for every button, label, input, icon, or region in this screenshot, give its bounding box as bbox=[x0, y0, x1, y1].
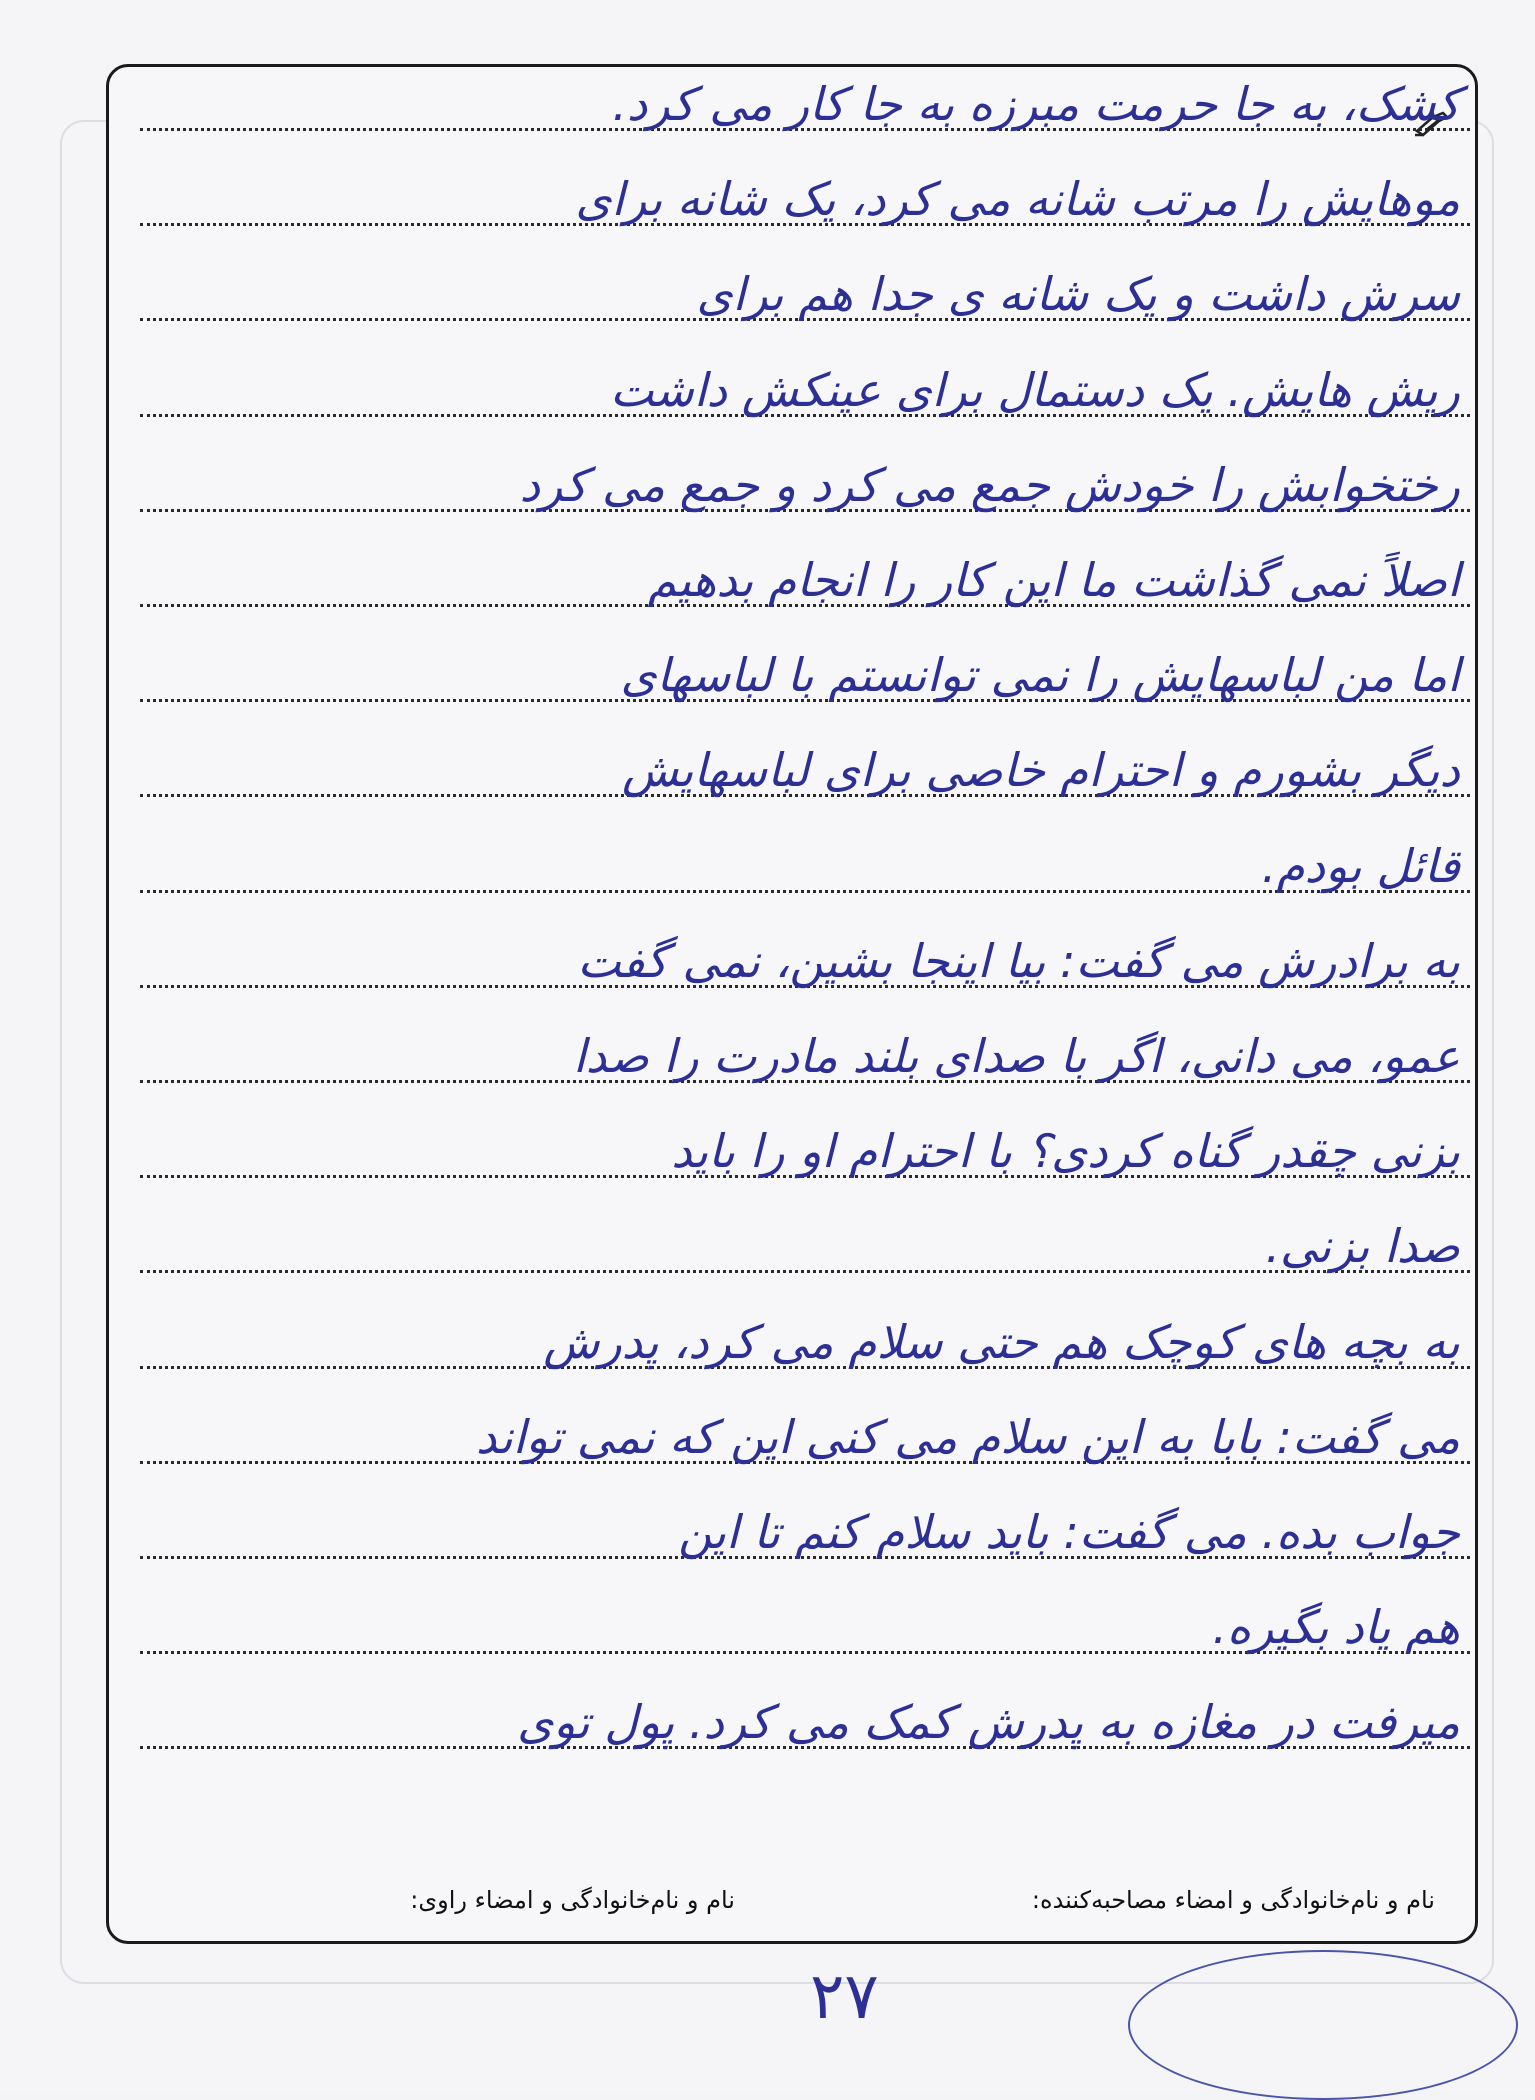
handwritten-line: اما من لباسهایش را نمی توانستم با لباسهای bbox=[620, 648, 1460, 702]
handwritten-line: بزنی چقدر گناه کردی؟ با احترام او را باید bbox=[671, 1124, 1460, 1178]
page-number: ۲۷ bbox=[810, 1960, 879, 2034]
handwritten-line: میرفت در مغازه به پدرش کمک می کرد. پول توی bbox=[517, 1695, 1460, 1749]
handwritten-line: هم یاد بگیره. bbox=[1212, 1600, 1460, 1654]
handwritten-line: ریش هایش. یک دستمال برای عینکش داشت bbox=[610, 363, 1460, 417]
handwritten-line: می گفت: بابا به این سلام می کنی این که نمی تواند bbox=[475, 1410, 1460, 1464]
handwritten-line: جواب بده. می گفت: باید سلام کنم تا این bbox=[678, 1505, 1460, 1559]
handwritten-line: عمو، می دانی، اگر با صدای بلند مادرت را صدا bbox=[572, 1029, 1460, 1083]
handwritten-line: اصلاً نمی گذاشت ما این کار را انجام بدهیم bbox=[647, 553, 1460, 607]
handwritten-line: سرش داشت و یک شانه ی جدا هم برای bbox=[696, 267, 1460, 321]
ink-circle-stamp bbox=[1128, 1950, 1518, 2100]
handwritten-line: صدا بزنی. bbox=[1265, 1219, 1460, 1273]
handwritten-line: به بچه های کوچک هم حتی سلام می کرد، پدرش bbox=[543, 1315, 1460, 1369]
handwritten-line: دیگر بشورم و احترام خاصی برای لباسهایش bbox=[622, 743, 1460, 797]
handwritten-line: رختخوابش را خودش جمع می کرد و جمع می کرد bbox=[519, 458, 1460, 512]
handwritten-line: موهایش را مرتب شانه می کرد، یک شانه برای bbox=[575, 172, 1460, 226]
interviewer-signature-label: نام و نام‌خانوادگی و امضاء مصاحبه‌کننده: bbox=[1031, 1886, 1435, 1914]
narrator-signature-label: نام و نام‌خانوادگی و امضاء راوی: bbox=[410, 1886, 735, 1914]
handwritten-line: کشک، به جا حرمت مبرزه به جا کار می کرد. bbox=[612, 77, 1460, 131]
signature-footer bbox=[140, 1880, 1435, 1920]
handwritten-line: به برادرش می گفت: بیا اینجا بشین، نمی گفت bbox=[577, 934, 1460, 988]
handwritten-line: قائل بودم. bbox=[1261, 839, 1460, 893]
page-frame bbox=[106, 64, 1478, 1944]
